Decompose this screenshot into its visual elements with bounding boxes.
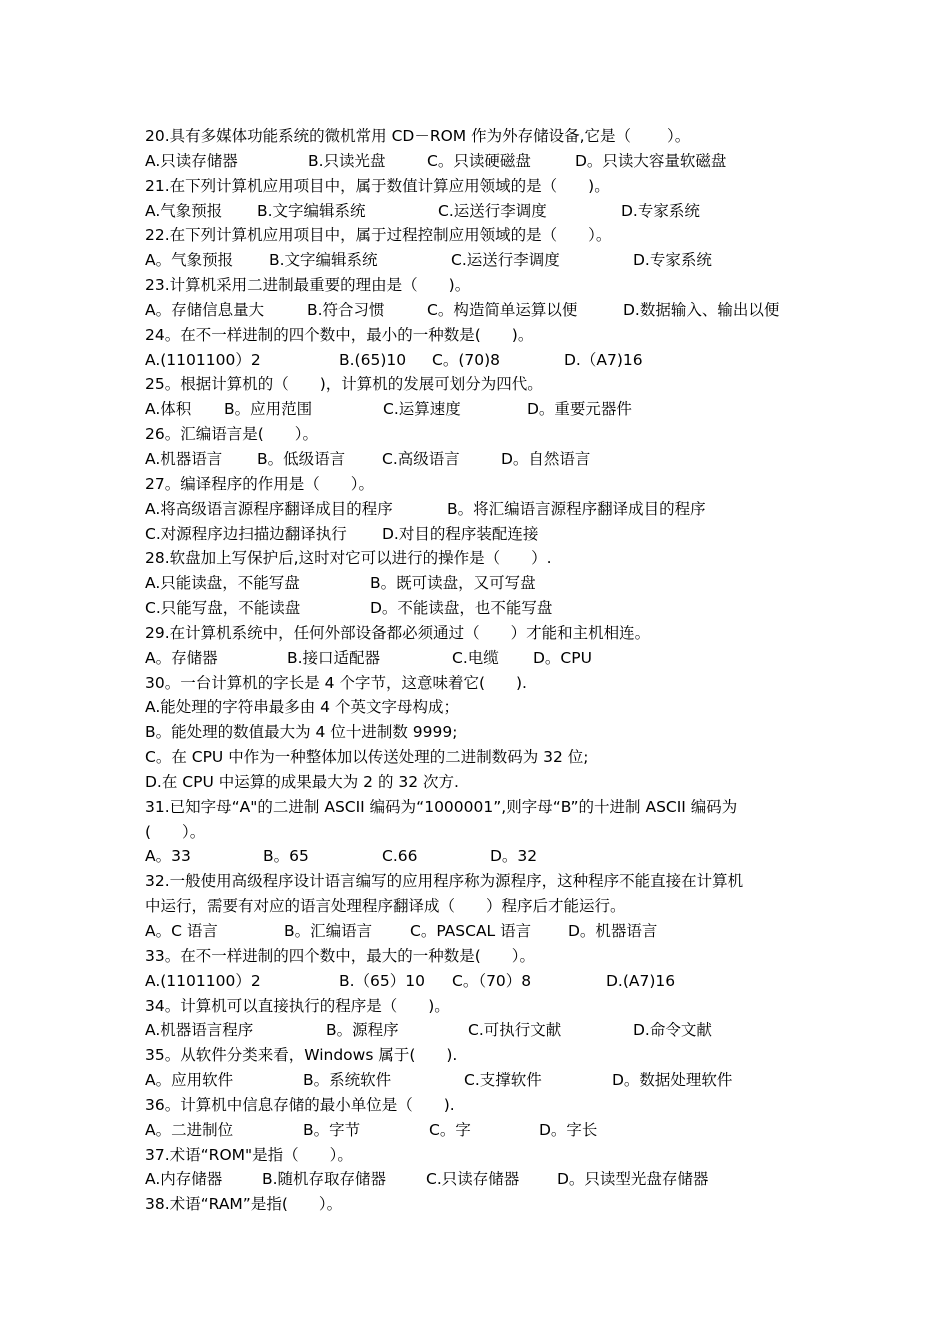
answer-option: D.对目的程序装配连接 [382,524,539,543]
answer-option: D.专家系统 [621,201,700,220]
options-row [145,919,825,944]
answer-option: D。32 [490,847,538,866]
document-body [145,124,825,1217]
answer-option: B。将汇编语言源程序翻译成目的程序 [447,499,706,518]
options-row [145,447,825,472]
question-text: 31.已知字母“A"的二进制 ASCII 编码为“1000001”,则字母“B”的十进制 ASCII 编码为 [145,797,738,816]
answer-option: D.数据输入、输出以便 [623,300,780,319]
answer-option: A.机器语言程序 [145,1021,254,1040]
answer-option: D。自然语言 [501,449,591,468]
options-row [145,969,825,994]
answer-option: B。汇编语言 [284,922,373,940]
answer-option: D。数据处理软件 [612,1071,733,1090]
answer-option: A.只读存储器 [145,151,238,170]
answer-option: A.能处理的字符串最多由 4 个英文字母构成； [145,698,459,717]
question-text: 24。在不一样进制的四个数中，最小的一种数是( )。 [145,325,534,344]
answer-option: B.（65）10 [339,971,426,990]
question-stem [145,820,825,845]
question-text: 37.术语“ROM"是指（ ）。 [145,1145,353,1164]
question-stem [145,472,825,497]
answer-option: C.运送行李调度 [451,251,560,270]
answer-option: B.符合习惯 [307,300,385,319]
answer-option: A。存储信息量大 [145,300,265,319]
answer-option: C.高级语言 [382,449,460,468]
answer-option: B。65 [263,847,309,866]
question-text: 30。一台计算机的字长是 4 个字节，这意味着它( ). [145,673,527,692]
question-text: ( ）。 [145,822,206,841]
answer-option: A.将高级语言源程序翻译成目的程序 [145,499,393,518]
answer-option: C.只能写盘，不能读盘 [145,599,301,618]
options-row [145,348,825,373]
options-row [145,720,825,745]
answer-option: A.(1101100）2 [145,350,261,369]
options-row [145,149,825,174]
answer-option: D.(A7)16 [606,971,676,990]
options-row [145,844,825,869]
options-row [145,248,825,273]
question-stem [145,1192,825,1217]
options-row [145,1167,825,1192]
answer-option: C。在 CPU 中作为一种整体加以传送处理的二进制数码为 32 位; [145,748,589,767]
options-row [145,571,825,596]
answer-option: A。存储器 [145,648,218,667]
answer-option: B。既可读盘，又可写盘 [370,574,536,593]
question-stem [145,621,825,646]
options-row [145,770,825,795]
question-text: 中运行，需要有对应的语言处理程序翻译成（ ）程序后才能运行。 [145,897,626,916]
question-text: 25。根据计算机的（ )，计算机的发展可划分为四代。 [145,375,543,394]
answer-option: C。(70)8 [432,350,501,369]
question-stem [145,671,825,696]
answer-option: B。能处理的数值最大为 4 位十进制数 9999; [145,723,458,742]
answer-option: A。气象预报 [145,251,234,270]
question-text: 26。汇编语言是( ）。 [145,425,319,444]
question-stem [145,546,825,571]
answer-option: C.对源程序边扫描边翻译执行 [145,524,347,543]
answer-option: A.气象预报 [145,201,223,220]
answer-option: D.命令文献 [633,1021,712,1040]
answer-option: C。PASCAL 语言 [410,922,532,940]
question-stem [145,795,825,820]
answer-option: A。二进制位 [145,1120,234,1139]
answer-option: B.接口适配器 [287,648,381,667]
question-text: 36。计算机中信息存储的最小单位是（ ). [145,1095,455,1114]
question-stem [145,1143,825,1168]
answer-option: C。字 [429,1120,471,1139]
answer-option: A.内存储器 [145,1170,223,1189]
answer-option: C.运算速度 [383,400,461,419]
answer-option: D.（A7)16 [564,350,643,369]
options-row [145,199,825,224]
options-row [145,646,825,671]
answer-option: D。只读型光盘存储器 [557,1170,709,1189]
question-text: 27。编译程序的作用是（ ）。 [145,474,374,493]
question-stem [145,944,825,969]
answer-option: C.支撑软件 [464,1071,542,1090]
answer-option: D。不能读盘，也不能写盘 [370,599,553,618]
answer-option: B.只读光盘 [308,151,386,170]
options-row [145,1118,825,1143]
options-row [145,298,825,323]
question-stem [145,323,825,348]
question-text: 29.在计算机系统中，任何外部设备都必须通过（ ）才能和主机相连。 [145,623,651,642]
options-row [145,1018,825,1043]
answer-option: D.专家系统 [633,251,712,270]
answer-option: A。应用软件 [145,1071,234,1090]
answer-option: A.(1101100）2 [145,971,261,990]
question-text: 35。从软件分类来看，Windows 属于( ). [145,1046,458,1065]
question-text: 28.软盘加上写保护后,这时对它可以进行的操作是（ ）. [145,549,552,568]
question-stem [145,372,825,397]
answer-option: C。只读硬磁盘 [427,151,531,170]
options-row [145,1068,825,1093]
answer-option: B.(65)10 [339,350,407,369]
answer-option: C。（70）8 [452,971,532,990]
question-text: 32.一般使用高级程序设计语言编写的应用程序称为源程序，这种程序不能直接在计算机 [145,872,744,891]
question-text: 22.在下列计算机应用项目中，属于过程控制应用领域的是（ ）。 [145,226,612,245]
question-stem [145,1043,825,1068]
answer-option: B。低级语言 [257,449,346,468]
answer-option: C.电缆 [452,648,499,667]
answer-option: A.只能读盘，不能写盘 [145,574,300,593]
answer-option: B。字节 [303,1120,361,1139]
question-stem [145,174,825,199]
options-row [145,397,825,422]
answer-option: C.运送行李调度 [438,201,547,220]
answer-option: A。C 语言 [145,922,218,940]
answer-option: D。只读大容量软磁盘 [575,151,727,170]
answer-option: C。构造简单运算以便 [427,300,578,319]
answer-option: D.在 CPU 中运算的成果最大为 2 的 32 次方. [145,772,459,791]
answer-option: C.66 [382,847,418,866]
answer-option: C.只读存储器 [426,1170,520,1189]
answer-option: B.文字编辑系统 [257,201,366,220]
question-stem [145,1093,825,1118]
question-text: 38.术语“RAM”是指( ）。 [145,1195,343,1214]
question-stem [145,869,825,894]
options-row [145,497,825,522]
answer-option: D。重要元器件 [527,400,632,419]
question-stem [145,273,825,298]
answer-option: B。系统软件 [303,1071,392,1090]
answer-option: B.文字编辑系统 [269,251,378,270]
answer-option: D。字长 [539,1120,598,1139]
question-text: 33。在不一样进制的四个数中，最大的一种数是( ）。 [145,946,536,965]
question-text: 23.计算机采用二进制最重要的理由是（ )。 [145,276,471,295]
question-text: 34。计算机可以直接执行的程序是（ )。 [145,996,450,1015]
answer-option: B。应用范围 [224,400,313,419]
question-text: 21.在下列计算机应用项目中，属于数值计算应用领域的是（ )。 [145,176,610,195]
options-row [145,745,825,770]
answer-option: A.体积 [145,400,192,419]
options-row [145,522,825,547]
question-stem [145,124,825,149]
answer-option: A.机器语言 [145,449,223,468]
answer-option: D。机器语言 [568,922,658,940]
question-stem [145,223,825,248]
answer-option: A。33 [145,847,191,866]
question-text: 20.具有多媒体功能系统的微机常用 CD－ROM 作为外存储设备,它是（ ）。 [145,127,691,145]
answer-option: D。CPU [533,648,592,667]
answer-option: C.可执行文献 [468,1021,562,1040]
options-row [145,596,825,621]
question-stem [145,994,825,1019]
options-row [145,695,825,720]
question-stem [145,422,825,447]
question-stem [145,894,825,919]
answer-option: B。源程序 [326,1021,399,1040]
answer-option: B.随机存取存储器 [262,1170,387,1189]
